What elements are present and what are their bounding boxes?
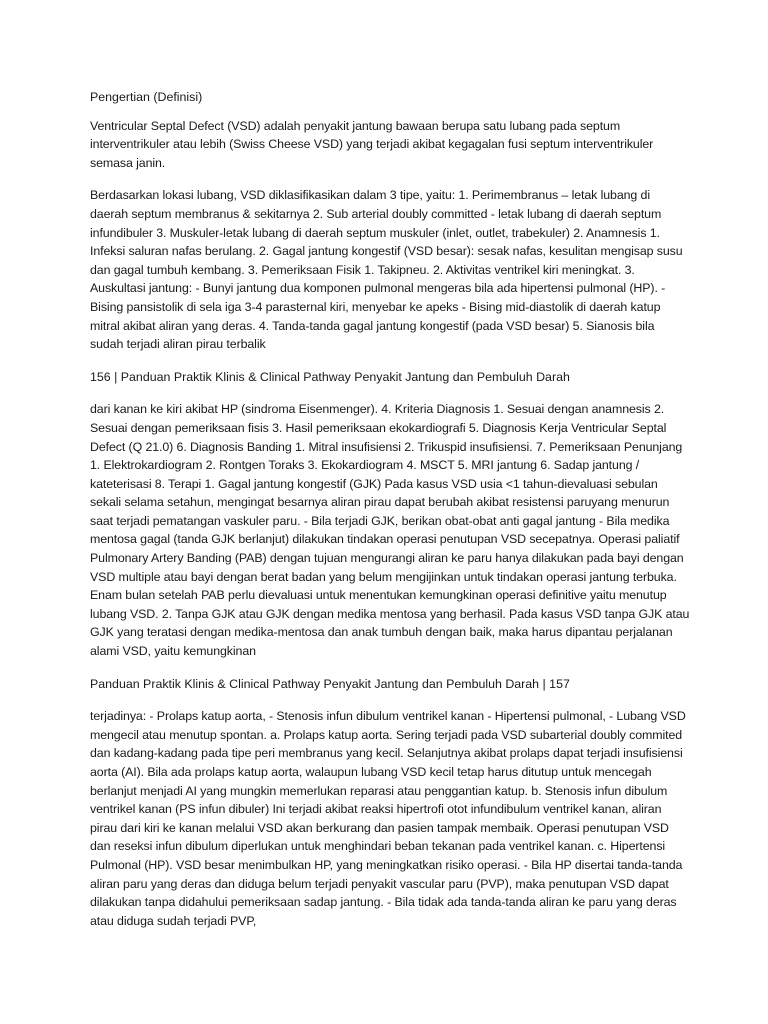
- diagnosis-therapy-paragraph: dari kanan ke kiri akibat HP (sindroma Eisenmenger). 4. Kriteria Diagnosis 1. Sesuai dengan anamnesis 2. Sesuai dengan pemeriksaan fisis 3. Hasil pemeriksaan ekokardiografi 5. Diagnosis Kerja Ventricular Septal Defect (Q 21.0) 6. Diagnosis Banding 1. Mitral insufisiensi 2. Trikuspid insufisiensi. 7. Pemeriksaan Penunjang 1. Elektrokardiogram 2. Rontgen Toraks 3. Ekokardiogram 4. MSCT 5. MRI jantung 6. Sadap jantung / kateterisasi 8. Terapi 1. Gagal jantung kongestif (GJK) Pada kasus VSD usia <1 tahun-dievaluasi sebulan sekali selama setahun, mengingat besarnya aliran pirau dapat berubah akibat resistensi paruyang menurun saat terjadi pematangan vaskuler paru. - Bila terjadi GJK, berikan obat-obat anti gagal jantung - Bila medika mentosa gagal (tanda GJK berlanjut) dilakukan tindakan operasi penutupan VSD secepatnya. Operasi paliatif Pulmonary Artery Banding (PAB) dengan tujuan mengurangi aliran ke paru hanya dilakukan pada bayi dengan VSD multiple atau bayi dengan berat badan yang belum mengijinkan untuk tindakan operasi jantung terbuka. Enam bulan setelah PAB perlu dievaluasi untuk menentukan kemungkinan operasi definitive yaitu menutup lubang VSD. 2. Tanpa GJK atau GJK dengan medika mentosa yang berhasil. Pada kasus VSD tanpa GJK atau GJK yang teratasi dengan medika-mentosa dan anak tumbuh dengan baik, maka harus dipantau perjalanan alami VSD, yaitu kemungkinan: [90, 402, 690, 659]
- natural-history-paragraph: terjadinya: - Prolaps katup aorta, - Stenosis infun dibulum ventrikel kanan - Hipertensi pulmonal, - Lubang VSD mengecil atau menutup spontan. a. Prolaps katup aorta. Sering terjadi pada VSD subarterial doubly commited dan kadang-kadang pada tipe peri membranus yang kecil. Selanjutnya akibat prolaps dapat terjadi insufisiensi aorta (AI). Bila ada prolaps katup aorta, walaupun lubang VSD kecil tetap harus ditutup untuk mencegah berlanjut menjadi AI yang mungkin memerlukan reparasi atau penggantian katup. b. Stenosis infun dibulum ventrikel kanan (PS infun dibuler) Ini terjadi akibat reaksi hipertrofi otot infundibulum ventrikel kanan, aliran pirau dari kiri ke kanan melalui VSD akan berkurang dan pasien tampak membaik. Operasi penutupan VSD dan reseksi infun dibulum diperlukan untuk menghindari beban tekanan pada ventrikel kanan. c. Hipertensi Pulmonal (HP). VSD besar menimbulkan HP, yang meningkatkan risiko operasi. - Bila HP disertai tanda-tanda aliran paru yang deras dan diduga belum terjadi penyakit vascular paru (PVP), maka penutupan VSD dapat dilakukan tanpa didahului pemeriksaan sadap jantung. - Bila tidak ada tanda-tanda aliran ke paru yang deras atau diduga sudah terjadi PVP,: [90, 709, 686, 928]
- definition-paragraph: Ventricular Septal Defect (VSD) adalah penyakit jantung bawaan berupa satu lubang pada septum interventrikuler atau lebih (Swiss Cheese VSD) yang terjadi akibat kegagalan fusi septum interventrikuler semasa janin.: [90, 118, 654, 170]
- page-footer-156: 156 | Panduan Praktik Klinis & Clinical Pathway Penyakit Jantung dan Pembuluh Darah: [90, 369, 570, 384]
- section-heading: Pengertian (Definisi): [90, 90, 203, 104]
- classification-paragraph: Berdasarkan lokasi lubang, VSD diklasifikasikan dalam 3 tipe, yaitu: 1. Perimembranus – letak lubang di daerah septum membranus & sekitarnya 2. Sub arterial doubly committed - letak lubang di daerah septum infundibuler 3. Muskuler-letak lubang di daerah septum muskuler (inlet, outlet, trabekuler) 2. Anamnesis 1. Infeksi saluran nafas berulang. 2. Gagal jantung kongestif (VSD besar): sesak nafas, kesulitan mengisap susu dan gagal tumbuh kembang. 3. Pemeriksaan Fisik 1. Takipneu. 2. Aktivitas ventrikel kiri meningkat. 3. Auskultasi jantung: - Bunyi jantung dua komponen pulmonal mengeras bila ada hipertensi pulmonal (HP). - Bising pansistolik di sela iga 3-4 parasternal kiri, menyebar ke apeks - Bising mid-diastolik di daerah katup mitral akibat aliran yang deras. 4. Tanda-tanda gagal jantung kongestif (pada VSD besar) 5. Sianosis bila sudah terjadi aliran pirau terbalik: [90, 188, 683, 352]
- page-header-157: Panduan Praktik Klinis & Clinical Pathway Penyakit Jantung dan Pembuluh Darah | 157: [90, 676, 570, 691]
- document-page: [90, 88, 690, 944]
